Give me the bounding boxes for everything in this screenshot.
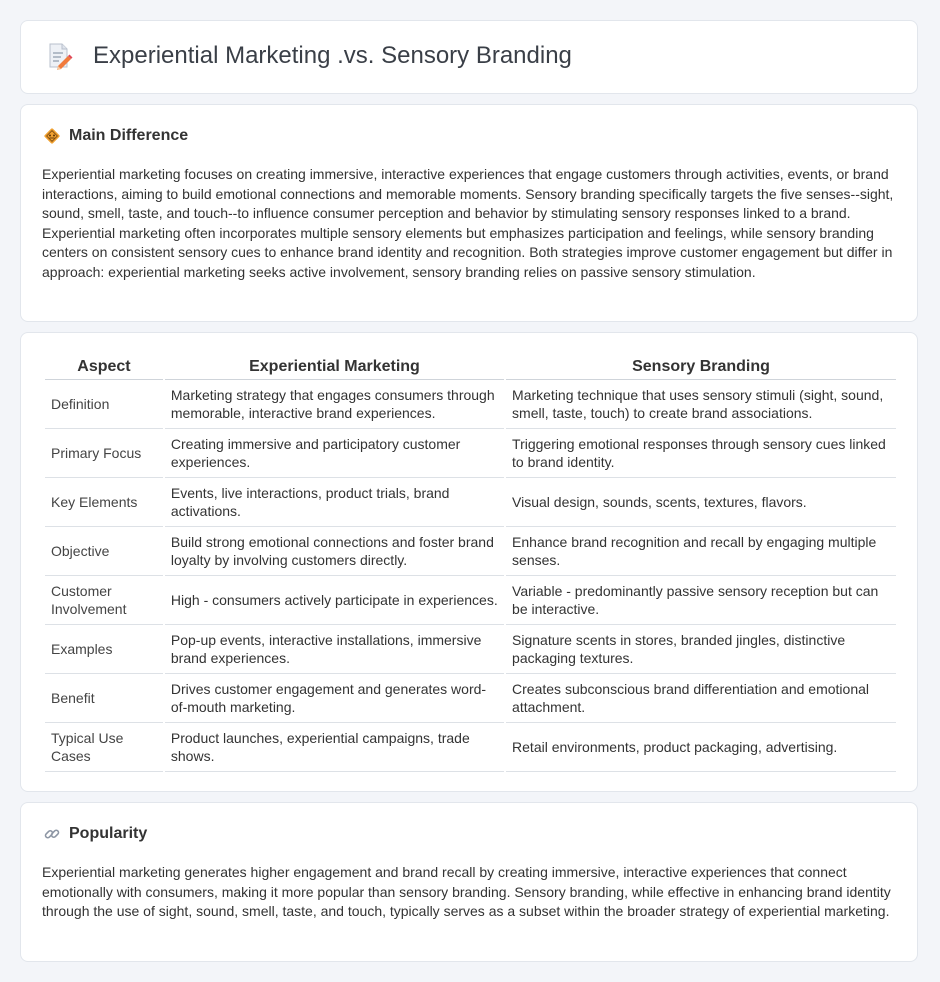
table-row [45, 674, 896, 723]
table-header-row [45, 353, 896, 380]
row-aspect: Primary Focus [45, 429, 163, 478]
table-row [45, 625, 896, 674]
header-aspect: Aspect [45, 353, 163, 380]
header-experiential-marketing: Experiential Marketing [165, 353, 504, 380]
row-experiential: Marketing strategy that engages consumers through memorable, interactive brand experiences. [165, 380, 504, 429]
main-difference-card [20, 104, 918, 322]
row-experiential: Product launches, experiential campaigns, trade shows. [165, 723, 504, 772]
popularity-title: Popularity [69, 825, 148, 842]
row-sensory: Visual design, sounds, scents, textures, flavors. [506, 478, 896, 527]
row-sensory: Signature scents in stores, branded jingles, distinctive packaging textures. [506, 625, 896, 674]
table-row [45, 380, 896, 429]
row-aspect: Key Elements [45, 478, 163, 527]
comparison-card [20, 332, 918, 792]
diamond-sign-icon [43, 127, 61, 145]
page-title: Experiential Marketing .vs. Sensory Branding [93, 42, 572, 69]
row-aspect: Objective [45, 527, 163, 576]
popularity-text: Experiential marketing generates higher engagement and brand recall by creating immersive, interactive experiences that connect emotionally with consumers, making it more popular than sensory branding. Sensory branding, while effective in enhancing brand identity through the use of sight, sound, smell, taste, and touch, typically serves as a subset within the broader strategy of experiential marketing. [42, 864, 891, 919]
row-experiential: Pop-up events, interactive installations, immersive brand experiences. [165, 625, 504, 674]
row-experiential: Build strong emotional connections and foster brand loyalty by involving customers directly. [165, 527, 504, 576]
row-experiential: High - consumers actively participate in experiences. [165, 576, 504, 625]
table-row [45, 723, 896, 772]
popularity-card [20, 802, 918, 962]
link-icon [43, 825, 61, 843]
row-sensory: Retail environments, product packaging, advertising. [506, 723, 896, 772]
row-aspect: Definition [45, 380, 163, 429]
row-sensory: Creates subconscious brand differentiation and emotional attachment. [506, 674, 896, 723]
row-aspect: Customer Involvement [45, 576, 163, 625]
title-card [20, 20, 918, 94]
main-difference-text: Experiential marketing focuses on creating immersive, interactive experiences that engage customers through activities, events, or brand interactions, aiming to build emotional connections and memorable moments. Sensory branding specifically targets the five senses--sight, sound, smell, taste, and touch--to influence consumer perception and behavior by stimulating sensory responses linked to a brand. Experiential marketing often incorporates multiple sensory elements but emphasizes participation and feelings, while sensory branding centers on consistent sensory cues to enhance brand identity and recognition. Both strategies improve customer engagement but differ in approach: experiential marketing seeks active involvement, sensory branding relies on passive sensory stimulation. [42, 166, 894, 280]
header-sensory-branding: Sensory Branding [506, 353, 896, 380]
table-row [45, 527, 896, 576]
row-sensory: Variable - predominantly passive sensory reception but can be interactive. [506, 576, 896, 625]
main-difference-header [43, 127, 188, 145]
main-difference-title: Main Difference [69, 127, 189, 144]
row-experiential: Creating immersive and participatory customer experiences. [165, 429, 504, 478]
row-experiential: Drives customer engagement and generates word-of-mouth marketing. [165, 674, 504, 723]
table-row [45, 576, 896, 625]
table-row [45, 478, 896, 527]
table-row [45, 429, 896, 478]
row-aspect: Typical Use Cases [45, 723, 163, 772]
document-pencil-icon [47, 41, 73, 71]
comparison-table [43, 353, 898, 772]
row-experiential: Events, live interactions, product trials, brand activations. [165, 478, 504, 527]
row-aspect: Examples [45, 625, 163, 674]
popularity-header [43, 825, 147, 843]
row-sensory: Enhance brand recognition and recall by engaging multiple senses. [506, 527, 896, 576]
row-sensory: Marketing technique that uses sensory stimuli (sight, sound, smell, taste, touch) to create brand associations. [506, 380, 896, 429]
row-aspect: Benefit [45, 674, 163, 723]
title-wrap [47, 41, 572, 71]
row-sensory: Triggering emotional responses through sensory cues linked to brand identity. [506, 429, 896, 478]
